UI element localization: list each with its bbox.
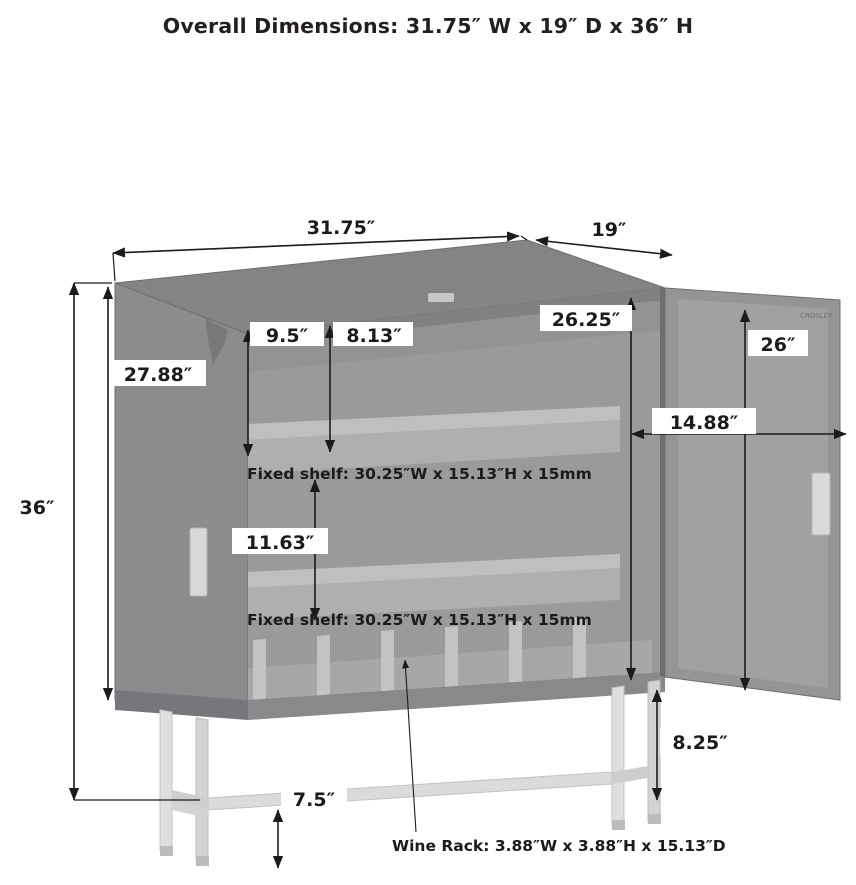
open-door-inner-frame	[678, 299, 828, 688]
dim-leg-height	[657, 690, 740, 800]
dim-width-top-label: 31.75″	[306, 217, 376, 239]
dim-depth-top	[536, 216, 672, 255]
dim-upper-shelf-gap-label: 8.13″	[346, 325, 402, 347]
dim-door-width-label: 14.88″	[669, 412, 739, 434]
page-title: Overall Dimensions: 31.75″ W x 19″ D x 36″ H	[162, 14, 694, 38]
dim-stretcher-height-label: 7.5″	[292, 789, 336, 811]
dim-door-height-label: 26″	[760, 334, 796, 356]
upper-shelf-annotation: Fixed shelf: 30.25″W x 15.13″H x 15mm	[247, 465, 592, 483]
dim-leg-height-label: 8.25″	[672, 732, 728, 754]
cabinet-illustration	[115, 240, 840, 866]
dim-depth-top-label: 19″	[591, 219, 627, 241]
left-door-handle-icon	[190, 528, 207, 596]
dim-lower-opening-label: 11.63″	[245, 532, 315, 554]
lower-shelf-annotation: Fixed shelf: 30.25″W x 15.13″H x 15mm	[247, 611, 592, 629]
dim-interior-height-label: 26.25″	[551, 309, 621, 331]
open-door-handle-icon	[812, 473, 830, 535]
dim-overall-height-label: 36″	[19, 497, 55, 519]
wine-rack-annotation: Wine Rack: 3.88″W x 3.88″H x 15.13″D	[392, 837, 726, 855]
door-catch-icon	[428, 293, 454, 302]
door-brand-mark: CROSLEY	[800, 312, 833, 320]
dim-cabinet-height-label: 27.88″	[123, 364, 193, 386]
dim-upper-opening-label: 9.5″	[265, 325, 309, 347]
cabinet-left-side	[115, 283, 248, 713]
dim-stretcher-height	[278, 785, 347, 868]
open-door-edge	[660, 287, 665, 677]
